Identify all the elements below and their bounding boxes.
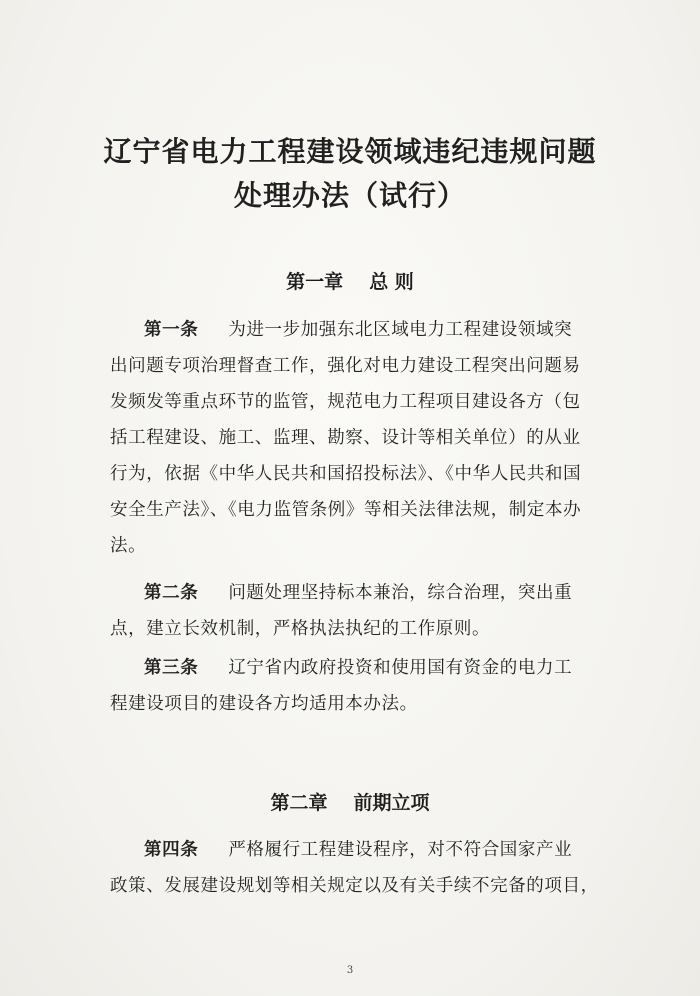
article-2-label: 第二条 (144, 583, 199, 603)
article-1-line: 出问题专项治理督查工作，强化对电力建设工程突出问题易 (110, 356, 581, 376)
chapter-2-name: 前期立项 (353, 792, 430, 814)
chapter-1-heading (0, 267, 700, 294)
chapter-2-heading (0, 788, 700, 815)
article-3-label: 第三条 (144, 658, 199, 678)
article-4-line: 政策、发展建设规划等相关规定以及有关手续不完备的项目， (110, 876, 599, 896)
article-1-line: 括工程建设、施工、监理、勘察、设计等相关单位）的从业 (110, 428, 581, 448)
document-title-line-1: 辽宁省电力工程建设领域违纪违规问题 (103, 135, 597, 168)
article-1-line: 安全生产法》、《电力监管条例》等相关法律法规，制定本办 (110, 500, 582, 520)
article-1-line: 法。 (110, 536, 147, 556)
article-1-label: 第一条 (144, 320, 199, 340)
chapter-1-number: 第一章 (286, 271, 344, 293)
article-3 (110, 650, 600, 722)
article-3-line: 辽宁省内政府投资和使用国有资金的电力工 (228, 658, 573, 678)
article-2-line: 点，建立长效机制，严格执法执纪的工作原则。 (110, 619, 491, 639)
article-1-line: 行为，依据《中华人民共和国招投标法》、《中华人民共和国 (110, 464, 582, 484)
article-4 (110, 832, 600, 904)
page-number: 3 (346, 965, 354, 976)
article-4-line: 严格履行工程建设程序，对不符合国家产业 (228, 840, 573, 860)
chapter-1-name: 总 则 (369, 271, 414, 293)
document-title-line-2: 处理办法（试行） (233, 179, 466, 212)
article-1-line: 发频发等重点环节的监管，规范电力工程项目建设各方（包 (110, 392, 581, 412)
article-2 (110, 575, 600, 647)
article-4-label: 第四条 (144, 840, 199, 860)
article-3-line: 程建设项目的建设各方均适用本办法。 (110, 694, 418, 714)
article-1-line: 为进一步加强东北区域电力工程建设领域突 (228, 320, 573, 340)
article-2-line: 问题处理坚持标本兼治，综合治理，突出重 (228, 583, 573, 603)
chapter-2-number: 第二章 (270, 792, 328, 814)
article-1 (110, 312, 600, 564)
